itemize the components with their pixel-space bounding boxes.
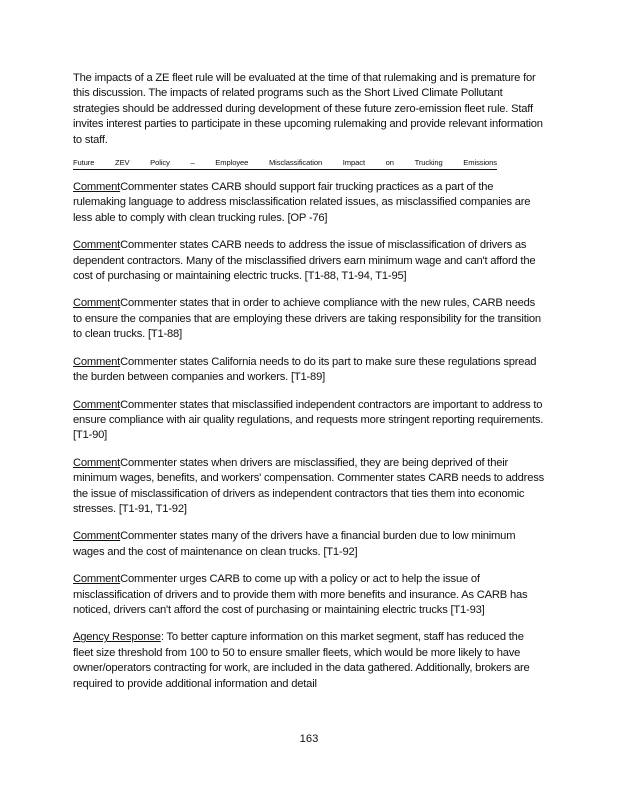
comment-paragraph	[73, 296, 545, 342]
heading-word: Trucking	[414, 158, 443, 168]
comment-label: Comment	[73, 355, 121, 368]
comment-text: Commenter states many of the drivers have a financial burden due to low minimum wages and the cost of maintenance on clean trucks. [T1-92]	[73, 530, 516, 558]
page-number: 163	[299, 733, 319, 745]
heading-word: on	[385, 158, 394, 168]
section-heading	[73, 158, 497, 170]
intro-paragraph: The impacts of a ZE fleet rule will be evaluated at the time of that rulemaking and is premature for this discussion. The impacts of related programs such as the Short Lived Climate Pollutant strategies should be addressed during development of these future zero-emission fleet rule. Staff invites interest parties to participate in these upcoming rulemaking and provide relevant information to staff.	[73, 72, 543, 146]
heading-word: Employee	[215, 158, 249, 168]
comment-label: Comment	[73, 181, 121, 194]
comment-paragraph	[73, 355, 545, 386]
comment-text: Commenter states California needs to do its part to make sure these regulations spread the burden between companies and workers. [T1-89]	[73, 355, 537, 384]
heading-word: Impact	[342, 158, 365, 168]
comment-label: Comment	[73, 573, 121, 586]
comment-label: Comment	[73, 239, 121, 252]
comment-label: Comment	[73, 530, 121, 543]
comment-paragraph	[73, 572, 545, 618]
comment-text: Commenter states that misclassified independent contractors are important to address to ensure compliance with air quality regulations, and requests more stringent reporting requirements. [T1-90]	[73, 398, 544, 442]
comment-paragraph	[73, 456, 545, 518]
comment-text: Commenter states that in order to achieve compliance with the new rules, CARB needs to ensure the companies that are employing these drivers are taking responsibility for the transition to clean trucks. [T1-88]	[73, 297, 541, 341]
comment-paragraph	[73, 398, 545, 444]
comment-text: Commenter states CARB should support fair trucking practices as a part of the rulemaking language to address misclassification related issues, as misclassified companies are less able to comply with clean trucking rules. [OP -76]	[73, 181, 531, 224]
heading-word: –	[190, 158, 195, 168]
page-content	[73, 71, 545, 704]
comment-text: Commenter urges CARB to come up with a policy or act to help the issue of misclassification of drivers and to provide them with more benefits and insurance. As CARB has noticed, drivers can't afford the cost of purchasing or maintaining electric trucks [T1-93]	[73, 573, 528, 616]
heading-word: Future	[73, 158, 95, 168]
comment-text: Commenter states CARB needs to address the issue of misclassification of drivers as dependent contractors. Many of the misclassified drivers earn minimum wage and can't afford the cost of purchasing or maintaining electric trucks. [T1-88, T1-94, T1-95]	[73, 239, 536, 283]
comment-paragraph	[73, 529, 545, 560]
comment-paragraph	[73, 238, 545, 284]
heading-word: Policy	[150, 158, 170, 168]
heading-word: ZEV	[115, 158, 130, 168]
heading-word: Emissions	[463, 158, 497, 168]
comment-label: Comment	[73, 456, 121, 469]
agency-response-text: : To better capture information on this market segment, staff has reduced the fleet size threshold from 100 to 50 to ensure smaller fleets, which would be more likely to have owner/operators contracting for work, are included in the data gathered. Additionally, brokers are required to provide additional information and detail	[73, 631, 530, 690]
agency-response-label: Agency Response	[73, 631, 161, 644]
heading-word: Misclassification	[268, 158, 323, 168]
comment-label: Comment	[73, 398, 121, 411]
comment-paragraph	[73, 180, 545, 226]
comment-text: Commenter states when drivers are misclassified, they are being deprived of their minimum wages, benefits, and workers' compensation. Commenter states CARB needs to address the issue of misclassification of drivers as independent contractors that ties them into economic stresses. [T1-91, T1-92]	[73, 456, 545, 515]
agency-response-paragraph	[73, 630, 545, 692]
comment-label: Comment	[73, 297, 121, 310]
